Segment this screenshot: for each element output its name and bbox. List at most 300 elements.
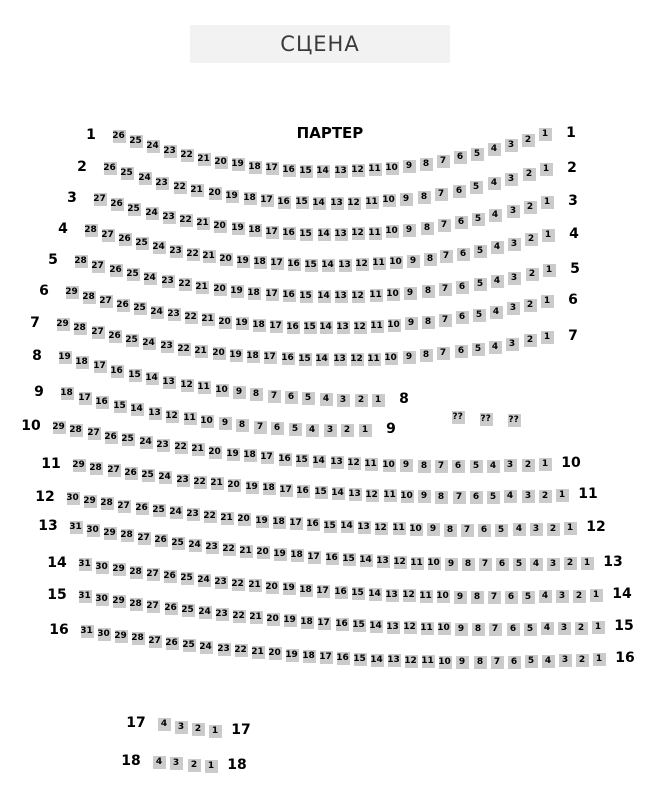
seat[interactable] — [524, 334, 537, 347]
seat[interactable] — [299, 353, 312, 366]
seat[interactable] — [478, 524, 491, 537]
seat[interactable] — [279, 453, 292, 466]
seat[interactable] — [156, 177, 169, 190]
seat[interactable] — [122, 433, 135, 446]
seat[interactable] — [530, 558, 543, 571]
seat[interactable] — [267, 613, 280, 626]
seat[interactable] — [489, 341, 502, 354]
seat[interactable] — [142, 469, 155, 482]
seat[interactable] — [506, 338, 519, 351]
seat[interactable] — [157, 439, 170, 452]
seat[interactable] — [96, 396, 109, 409]
seat[interactable] — [474, 245, 487, 258]
seat[interactable] — [541, 196, 554, 209]
seat[interactable] — [462, 558, 475, 571]
seat[interactable] — [341, 520, 354, 533]
seat[interactable] — [187, 248, 200, 261]
seat[interactable] — [168, 308, 181, 321]
seat[interactable] — [401, 490, 414, 503]
seat[interactable] — [284, 614, 297, 627]
seat[interactable] — [161, 340, 174, 353]
seat[interactable] — [368, 353, 381, 366]
seat[interactable] — [490, 306, 503, 319]
seat[interactable] — [70, 521, 83, 534]
seat[interactable] — [191, 184, 204, 197]
seat[interactable] — [472, 623, 485, 636]
seat[interactable] — [104, 162, 117, 175]
seat[interactable] — [147, 568, 160, 581]
seat[interactable] — [92, 326, 105, 339]
seat[interactable] — [526, 268, 539, 281]
seat[interactable] — [435, 491, 448, 504]
seat[interactable] — [352, 587, 365, 600]
seat[interactable] — [487, 460, 500, 473]
seat[interactable] — [324, 424, 337, 437]
seat[interactable] — [111, 198, 124, 211]
seat[interactable] — [130, 566, 143, 579]
seat[interactable] — [61, 387, 74, 400]
seat[interactable] — [420, 158, 433, 171]
seat[interactable] — [220, 253, 233, 266]
seat[interactable] — [110, 264, 123, 277]
seat[interactable] — [271, 257, 284, 270]
seat[interactable] — [542, 655, 555, 668]
seat[interactable] — [495, 524, 508, 537]
seat[interactable] — [211, 477, 224, 490]
seat[interactable] — [283, 164, 296, 177]
seat[interactable] — [232, 578, 245, 591]
seat[interactable] — [530, 523, 543, 536]
seat[interactable] — [356, 258, 369, 271]
seat[interactable] — [219, 316, 232, 329]
seat[interactable] — [439, 283, 452, 296]
seat[interactable] — [233, 610, 246, 623]
seat[interactable] — [138, 532, 151, 545]
seat[interactable] — [471, 148, 484, 161]
seat[interactable] — [105, 431, 118, 444]
seat[interactable] — [216, 384, 229, 397]
seat[interactable] — [370, 620, 383, 633]
seat[interactable] — [505, 591, 518, 604]
seat[interactable] — [170, 506, 183, 519]
seat[interactable] — [445, 558, 458, 571]
seat[interactable] — [170, 245, 183, 258]
seat[interactable] — [334, 353, 347, 366]
seat[interactable] — [144, 272, 157, 285]
seat[interactable] — [337, 652, 350, 665]
seat[interactable] — [422, 316, 435, 329]
seat[interactable] — [370, 289, 383, 302]
seat[interactable] — [153, 241, 166, 254]
seat[interactable] — [573, 590, 586, 603]
seat[interactable] — [541, 622, 554, 635]
seat[interactable] — [383, 459, 396, 472]
seat[interactable] — [489, 623, 502, 636]
seat[interactable] — [488, 143, 501, 156]
seat[interactable] — [236, 419, 249, 432]
seat[interactable] — [119, 233, 132, 246]
seat[interactable] — [67, 492, 80, 505]
seat[interactable] — [285, 391, 298, 404]
seat[interactable] — [113, 130, 126, 143]
seat[interactable] — [134, 302, 147, 315]
seat[interactable] — [387, 288, 400, 301]
seat[interactable] — [158, 718, 171, 731]
seat[interactable] — [170, 757, 183, 770]
seat[interactable] — [130, 598, 143, 611]
seat[interactable] — [403, 589, 416, 602]
seat[interactable] — [313, 197, 326, 210]
seat[interactable] — [505, 173, 518, 186]
seat[interactable] — [489, 209, 502, 222]
seat[interactable] — [232, 222, 245, 235]
seat[interactable] — [352, 290, 365, 303]
seat[interactable] — [422, 285, 435, 298]
seat[interactable] — [504, 459, 517, 472]
seat[interactable] — [283, 227, 296, 240]
seat[interactable] — [250, 611, 263, 624]
seat[interactable] — [266, 162, 279, 175]
seat[interactable] — [592, 621, 605, 634]
seat[interactable] — [421, 622, 434, 635]
seat[interactable] — [136, 502, 149, 515]
seat[interactable] — [300, 165, 313, 178]
seat[interactable] — [179, 278, 192, 291]
seat[interactable] — [249, 579, 262, 592]
seat[interactable] — [215, 576, 228, 589]
seat[interactable] — [296, 196, 309, 209]
seat[interactable] — [177, 474, 190, 487]
seat[interactable] — [543, 264, 556, 277]
seat[interactable] — [198, 153, 211, 166]
seat[interactable] — [79, 392, 92, 405]
seat[interactable] — [471, 591, 484, 604]
seat[interactable] — [504, 490, 517, 503]
seat[interactable] — [266, 226, 279, 239]
seat[interactable] — [337, 394, 350, 407]
seat[interactable] — [300, 584, 313, 597]
seat[interactable] — [175, 721, 188, 734]
seat[interactable] — [201, 415, 214, 428]
seat[interactable] — [386, 225, 399, 238]
seat[interactable] — [335, 290, 348, 303]
seat[interactable] — [405, 655, 418, 668]
seat[interactable] — [388, 654, 401, 667]
seat[interactable] — [320, 321, 333, 334]
seat[interactable] — [403, 160, 416, 173]
seat[interactable] — [181, 149, 194, 162]
seat[interactable] — [96, 593, 109, 606]
seat[interactable] — [369, 163, 382, 176]
seat[interactable] — [246, 481, 259, 494]
seat[interactable] — [70, 424, 83, 437]
seat[interactable] — [288, 258, 301, 271]
seat[interactable] — [371, 654, 384, 667]
seat[interactable] — [522, 591, 535, 604]
seat[interactable] — [547, 523, 560, 536]
seat[interactable] — [407, 255, 420, 268]
seat[interactable] — [524, 299, 537, 312]
seat[interactable] — [131, 403, 144, 416]
seat[interactable] — [101, 497, 114, 510]
seat[interactable] — [474, 278, 487, 291]
seat[interactable] — [507, 623, 520, 636]
seat[interactable] — [66, 286, 79, 299]
seat[interactable] — [98, 628, 111, 641]
seat[interactable] — [181, 572, 194, 585]
seat[interactable] — [296, 454, 309, 467]
seat[interactable] — [453, 491, 466, 504]
seat[interactable] — [352, 227, 365, 240]
seat[interactable] — [385, 352, 398, 365]
seat[interactable] — [187, 508, 200, 521]
seat[interactable] — [488, 177, 501, 190]
seat[interactable] — [236, 317, 249, 330]
seat[interactable] — [252, 646, 265, 659]
seat[interactable] — [318, 228, 331, 241]
seat[interactable] — [394, 556, 407, 569]
seat[interactable] — [270, 320, 283, 333]
seat[interactable] — [166, 637, 179, 650]
seat[interactable] — [181, 379, 194, 392]
seat[interactable] — [335, 586, 348, 599]
seat[interactable] — [121, 529, 134, 542]
seat[interactable] — [326, 552, 339, 565]
seat[interactable] — [130, 135, 143, 148]
seat[interactable] — [522, 490, 535, 503]
seat[interactable] — [405, 317, 418, 330]
seat[interactable] — [164, 570, 177, 583]
seat[interactable] — [216, 608, 229, 621]
seat[interactable] — [453, 185, 466, 198]
seat[interactable] — [146, 372, 159, 385]
seat[interactable] — [564, 557, 577, 570]
seat[interactable] — [249, 161, 262, 174]
seat[interactable] — [496, 558, 509, 571]
seat[interactable] — [198, 381, 211, 394]
seat[interactable] — [232, 158, 245, 171]
seat[interactable] — [308, 551, 321, 564]
seat[interactable] — [455, 623, 468, 636]
seat[interactable] — [438, 622, 451, 635]
seat[interactable] — [564, 522, 577, 535]
seat[interactable] — [175, 441, 188, 454]
seat[interactable] — [341, 424, 354, 437]
seat[interactable] — [57, 318, 70, 331]
seat[interactable] — [348, 197, 361, 210]
seat[interactable] — [88, 427, 101, 440]
seat[interactable] — [283, 582, 296, 595]
seat[interactable] — [386, 589, 399, 602]
seat[interactable] — [418, 490, 431, 503]
seat[interactable] — [470, 460, 483, 473]
seat-unknown[interactable] — [508, 414, 521, 427]
seat[interactable] — [196, 281, 209, 294]
seat[interactable] — [472, 213, 485, 226]
seat[interactable] — [253, 319, 266, 332]
seat[interactable] — [87, 524, 100, 537]
seat[interactable] — [102, 229, 115, 242]
seat[interactable] — [410, 523, 423, 536]
seat[interactable] — [153, 504, 166, 517]
seat[interactable] — [228, 479, 241, 492]
seat[interactable] — [418, 460, 431, 473]
seat[interactable] — [266, 288, 279, 301]
seat[interactable] — [269, 647, 282, 660]
seat[interactable] — [317, 585, 330, 598]
seat[interactable] — [366, 196, 379, 209]
seat[interactable] — [452, 460, 465, 473]
seat[interactable] — [422, 655, 435, 668]
seat[interactable] — [301, 616, 314, 629]
seat[interactable] — [508, 272, 521, 285]
seat[interactable] — [439, 656, 452, 669]
seat[interactable] — [371, 320, 384, 333]
seat[interactable] — [221, 512, 234, 525]
seat[interactable] — [261, 451, 274, 464]
seat[interactable] — [332, 487, 345, 500]
seat[interactable] — [188, 759, 201, 772]
seat[interactable] — [304, 321, 317, 334]
seat[interactable] — [313, 455, 326, 468]
seat[interactable] — [335, 228, 348, 241]
seat[interactable] — [513, 523, 526, 536]
seat[interactable] — [581, 557, 594, 570]
seat[interactable] — [213, 347, 226, 360]
seat[interactable] — [192, 723, 205, 736]
seat[interactable] — [286, 649, 299, 662]
seat[interactable] — [178, 343, 191, 356]
seat[interactable] — [455, 345, 468, 358]
seat[interactable] — [420, 590, 433, 603]
seat[interactable] — [172, 537, 185, 550]
seat[interactable] — [237, 255, 250, 268]
seat[interactable] — [233, 386, 246, 399]
seat[interactable] — [352, 164, 365, 177]
seat[interactable] — [247, 350, 260, 363]
seat[interactable] — [203, 250, 216, 263]
seat[interactable] — [289, 423, 302, 436]
seat[interactable] — [316, 353, 329, 366]
seat[interactable] — [121, 167, 134, 180]
seat[interactable] — [147, 140, 160, 153]
seat[interactable] — [303, 650, 316, 663]
seat[interactable] — [163, 211, 176, 224]
seat[interactable] — [271, 422, 284, 435]
seat[interactable] — [283, 289, 296, 302]
seat[interactable] — [125, 467, 138, 480]
seat[interactable] — [139, 172, 152, 185]
seat[interactable] — [457, 248, 470, 261]
seat[interactable] — [79, 558, 92, 571]
seat[interactable] — [180, 214, 193, 227]
seat[interactable] — [268, 390, 281, 403]
seat[interactable] — [454, 591, 467, 604]
seat[interactable] — [261, 194, 274, 207]
seat[interactable] — [202, 313, 215, 326]
seat[interactable] — [427, 523, 440, 536]
seat[interactable] — [113, 595, 126, 608]
seat[interactable] — [491, 656, 504, 669]
seat[interactable] — [183, 639, 196, 652]
seat[interactable] — [136, 237, 149, 250]
seat[interactable] — [365, 458, 378, 471]
seat[interactable] — [189, 539, 202, 552]
seat[interactable] — [339, 259, 352, 272]
seat[interactable] — [556, 590, 569, 603]
seat[interactable] — [331, 456, 344, 469]
seat[interactable] — [117, 299, 130, 312]
seat[interactable] — [96, 561, 109, 574]
seat[interactable] — [244, 192, 257, 205]
seat[interactable] — [143, 337, 156, 350]
seat[interactable] — [420, 349, 433, 362]
seat[interactable] — [126, 334, 139, 347]
seat[interactable] — [280, 484, 293, 497]
seat[interactable] — [273, 516, 286, 529]
seat[interactable] — [539, 458, 552, 471]
seat[interactable] — [250, 388, 263, 401]
seat[interactable] — [508, 656, 521, 669]
seat[interactable] — [307, 518, 320, 531]
seat[interactable] — [164, 145, 177, 158]
seat[interactable] — [470, 181, 483, 194]
seat[interactable] — [81, 625, 94, 638]
seat[interactable] — [348, 457, 361, 470]
seat[interactable] — [322, 259, 335, 272]
seat[interactable] — [403, 224, 416, 237]
seat[interactable] — [354, 653, 367, 666]
seat[interactable] — [206, 541, 219, 554]
seat[interactable] — [199, 606, 212, 619]
seat[interactable] — [248, 287, 261, 300]
seat[interactable] — [336, 618, 349, 631]
seat[interactable] — [53, 421, 66, 434]
seat[interactable] — [372, 394, 385, 407]
seat-unknown[interactable] — [452, 411, 465, 424]
seat[interactable] — [209, 725, 222, 738]
seat[interactable] — [214, 283, 227, 296]
seat[interactable] — [386, 162, 399, 175]
seat[interactable] — [320, 651, 333, 664]
seat[interactable] — [403, 351, 416, 364]
seat[interactable] — [411, 557, 424, 570]
seat[interactable] — [266, 581, 279, 594]
seat[interactable] — [404, 621, 417, 634]
seat[interactable] — [297, 485, 310, 498]
seat[interactable] — [104, 527, 117, 540]
seat[interactable] — [366, 489, 379, 502]
seat[interactable] — [240, 545, 253, 558]
seat[interactable] — [129, 369, 142, 382]
seat[interactable] — [231, 285, 244, 298]
seat[interactable] — [456, 656, 469, 669]
seat[interactable] — [438, 219, 451, 232]
seat[interactable] — [522, 459, 535, 472]
seat[interactable] — [400, 459, 413, 472]
seat[interactable] — [263, 482, 276, 495]
seat[interactable] — [507, 302, 520, 315]
seat[interactable] — [79, 590, 92, 603]
seat[interactable] — [524, 201, 537, 214]
seat[interactable] — [194, 476, 207, 489]
seat[interactable] — [404, 287, 417, 300]
seat[interactable] — [523, 168, 536, 181]
seat[interactable] — [200, 641, 213, 654]
seat[interactable] — [113, 563, 126, 576]
seat[interactable] — [291, 549, 304, 562]
seat[interactable] — [542, 229, 555, 242]
